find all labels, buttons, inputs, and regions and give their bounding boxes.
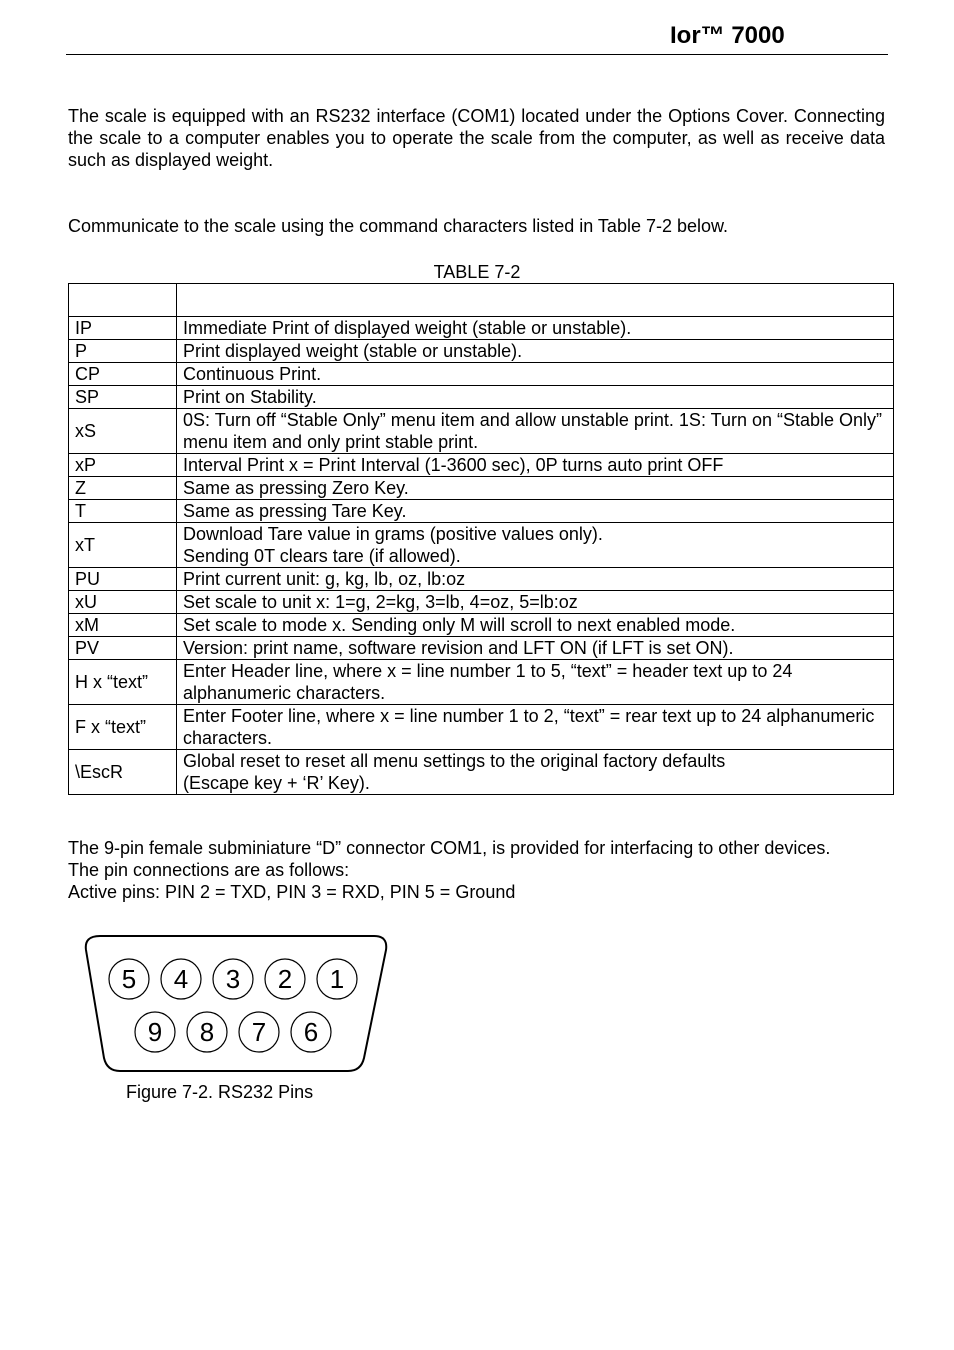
table-row xyxy=(69,705,894,750)
command-cell: xP xyxy=(69,454,177,477)
pin-4 xyxy=(161,959,201,999)
connector-line-3: Active pins: PIN 2 = TXD, PIN 3 = RXD, PIN 5 = Ground xyxy=(68,882,516,902)
pin-number: 5 xyxy=(121,964,137,994)
table-header-row xyxy=(69,284,894,317)
communicate-paragraph: Communicate to the scale using the command characters listed in Table 7-2 below. xyxy=(68,216,729,236)
command-cell: \EscR xyxy=(69,750,177,795)
command-table xyxy=(68,283,894,795)
table-row xyxy=(69,660,894,705)
description-cell: Same as pressing Zero Key. xyxy=(177,477,894,500)
description-cell: Version: print name, software revision and LFT ON (if LFT is set ON). xyxy=(177,637,894,660)
description-cell: Print displayed weight (stable or unstable). xyxy=(177,340,894,363)
command-cell: Z xyxy=(69,477,177,500)
command-cell: IP xyxy=(69,317,177,340)
description-cell: Enter Header line, where x = line number 1 to 5, “text” = header text up to 24 alphanumeric characters. xyxy=(177,660,894,705)
table-caption: TABLE 7-2 xyxy=(433,262,521,282)
pin-2 xyxy=(265,959,305,999)
description-cell: Set scale to unit x: 1=g, 2=kg, 3=lb, 4=oz, 5=lb:oz xyxy=(177,591,894,614)
description-cell: Print current unit: g, kg, lb, oz, lb:oz xyxy=(177,568,894,591)
description-cell: Set scale to mode x. Sending only M will scroll to next enabled mode. xyxy=(177,614,894,637)
table-row xyxy=(69,637,894,660)
command-cell: SP xyxy=(69,386,177,409)
pin-9 xyxy=(135,1012,175,1052)
command-cell: PV xyxy=(69,637,177,660)
pin-number: 9 xyxy=(147,1017,163,1047)
table-row xyxy=(69,477,894,500)
pin-number: 7 xyxy=(251,1017,267,1047)
command-cell: T xyxy=(69,500,177,523)
connector-outline xyxy=(86,936,386,1071)
command-cell: F x “text” xyxy=(69,705,177,750)
description-cell: Download Tare value in grams (positive values only). Sending 0T clears tare (if allowed). xyxy=(177,523,894,568)
table-row xyxy=(69,568,894,591)
command-cell: P xyxy=(69,340,177,363)
description-cell: 0S: Turn off “Stable Only” menu item and allow unstable print. 1S: Turn on “Stable Only” menu item and only print stable print. xyxy=(177,409,894,454)
pin-number: 4 xyxy=(173,964,189,994)
rs232-connector-diagram xyxy=(82,930,392,1078)
table-row xyxy=(69,523,894,568)
header-rule xyxy=(66,54,888,55)
command-cell: xT xyxy=(69,523,177,568)
command-cell: xU xyxy=(69,591,177,614)
description-cell: Immediate Print of displayed weight (stable or unstable). xyxy=(177,317,894,340)
pin-number: 6 xyxy=(303,1017,319,1047)
command-cell: xS xyxy=(69,409,177,454)
pin-number: 2 xyxy=(277,964,293,994)
table-header-cell-description xyxy=(177,284,894,317)
table-row xyxy=(69,386,894,409)
intro-paragraph: The scale is equipped with an RS232 interface (COM1) located under the Options Cover. Connecting the scale to a computer enables you to operate the scale from the computer, as well as receive data such as displayed weight. xyxy=(68,106,885,170)
pin-6 xyxy=(291,1012,331,1052)
figure-caption: Figure 7-2. RS232 Pins xyxy=(126,1082,314,1102)
table-row xyxy=(69,363,894,386)
command-cell: CP xyxy=(69,363,177,386)
table-row xyxy=(69,750,894,795)
description-cell: Same as pressing Tare Key. xyxy=(177,500,894,523)
table-row xyxy=(69,409,894,454)
pin-number: 3 xyxy=(225,964,241,994)
connector-line-1: The 9-pin female subminiature “D” connector COM1, is provided for interfacing to other devices. xyxy=(68,838,831,858)
connector-line-2: The pin connections are as follows: xyxy=(68,860,350,880)
command-cell: PU xyxy=(69,568,177,591)
pin-7 xyxy=(239,1012,279,1052)
table-row xyxy=(69,340,894,363)
pin-8 xyxy=(187,1012,227,1052)
page-header-title: Ior™ 7000 xyxy=(670,22,785,49)
table-row xyxy=(69,454,894,477)
pin-3 xyxy=(213,959,253,999)
command-cell: xM xyxy=(69,614,177,637)
connector-paragraph xyxy=(68,837,885,903)
pin-5 xyxy=(109,959,149,999)
table-row xyxy=(69,500,894,523)
description-cell: Enter Footer line, where x = line number 1 to 2, “text” = rear text up to 24 alphanumeric characters. xyxy=(177,705,894,750)
table-header-cell-command xyxy=(69,284,177,317)
table-row xyxy=(69,317,894,340)
description-cell: Global reset to reset all menu settings to the original factory defaults (Escape key + ‘R’ Key). xyxy=(177,750,894,795)
table-row xyxy=(69,614,894,637)
pin-number: 1 xyxy=(329,964,345,994)
table-row xyxy=(69,591,894,614)
pin-1 xyxy=(317,959,357,999)
command-cell: H x “text” xyxy=(69,660,177,705)
description-cell: Print on Stability. xyxy=(177,386,894,409)
pin-number: 8 xyxy=(199,1017,215,1047)
description-cell: Interval Print x = Print Interval (1-3600 sec), 0P turns auto print OFF xyxy=(177,454,894,477)
description-cell: Continuous Print. xyxy=(177,363,894,386)
